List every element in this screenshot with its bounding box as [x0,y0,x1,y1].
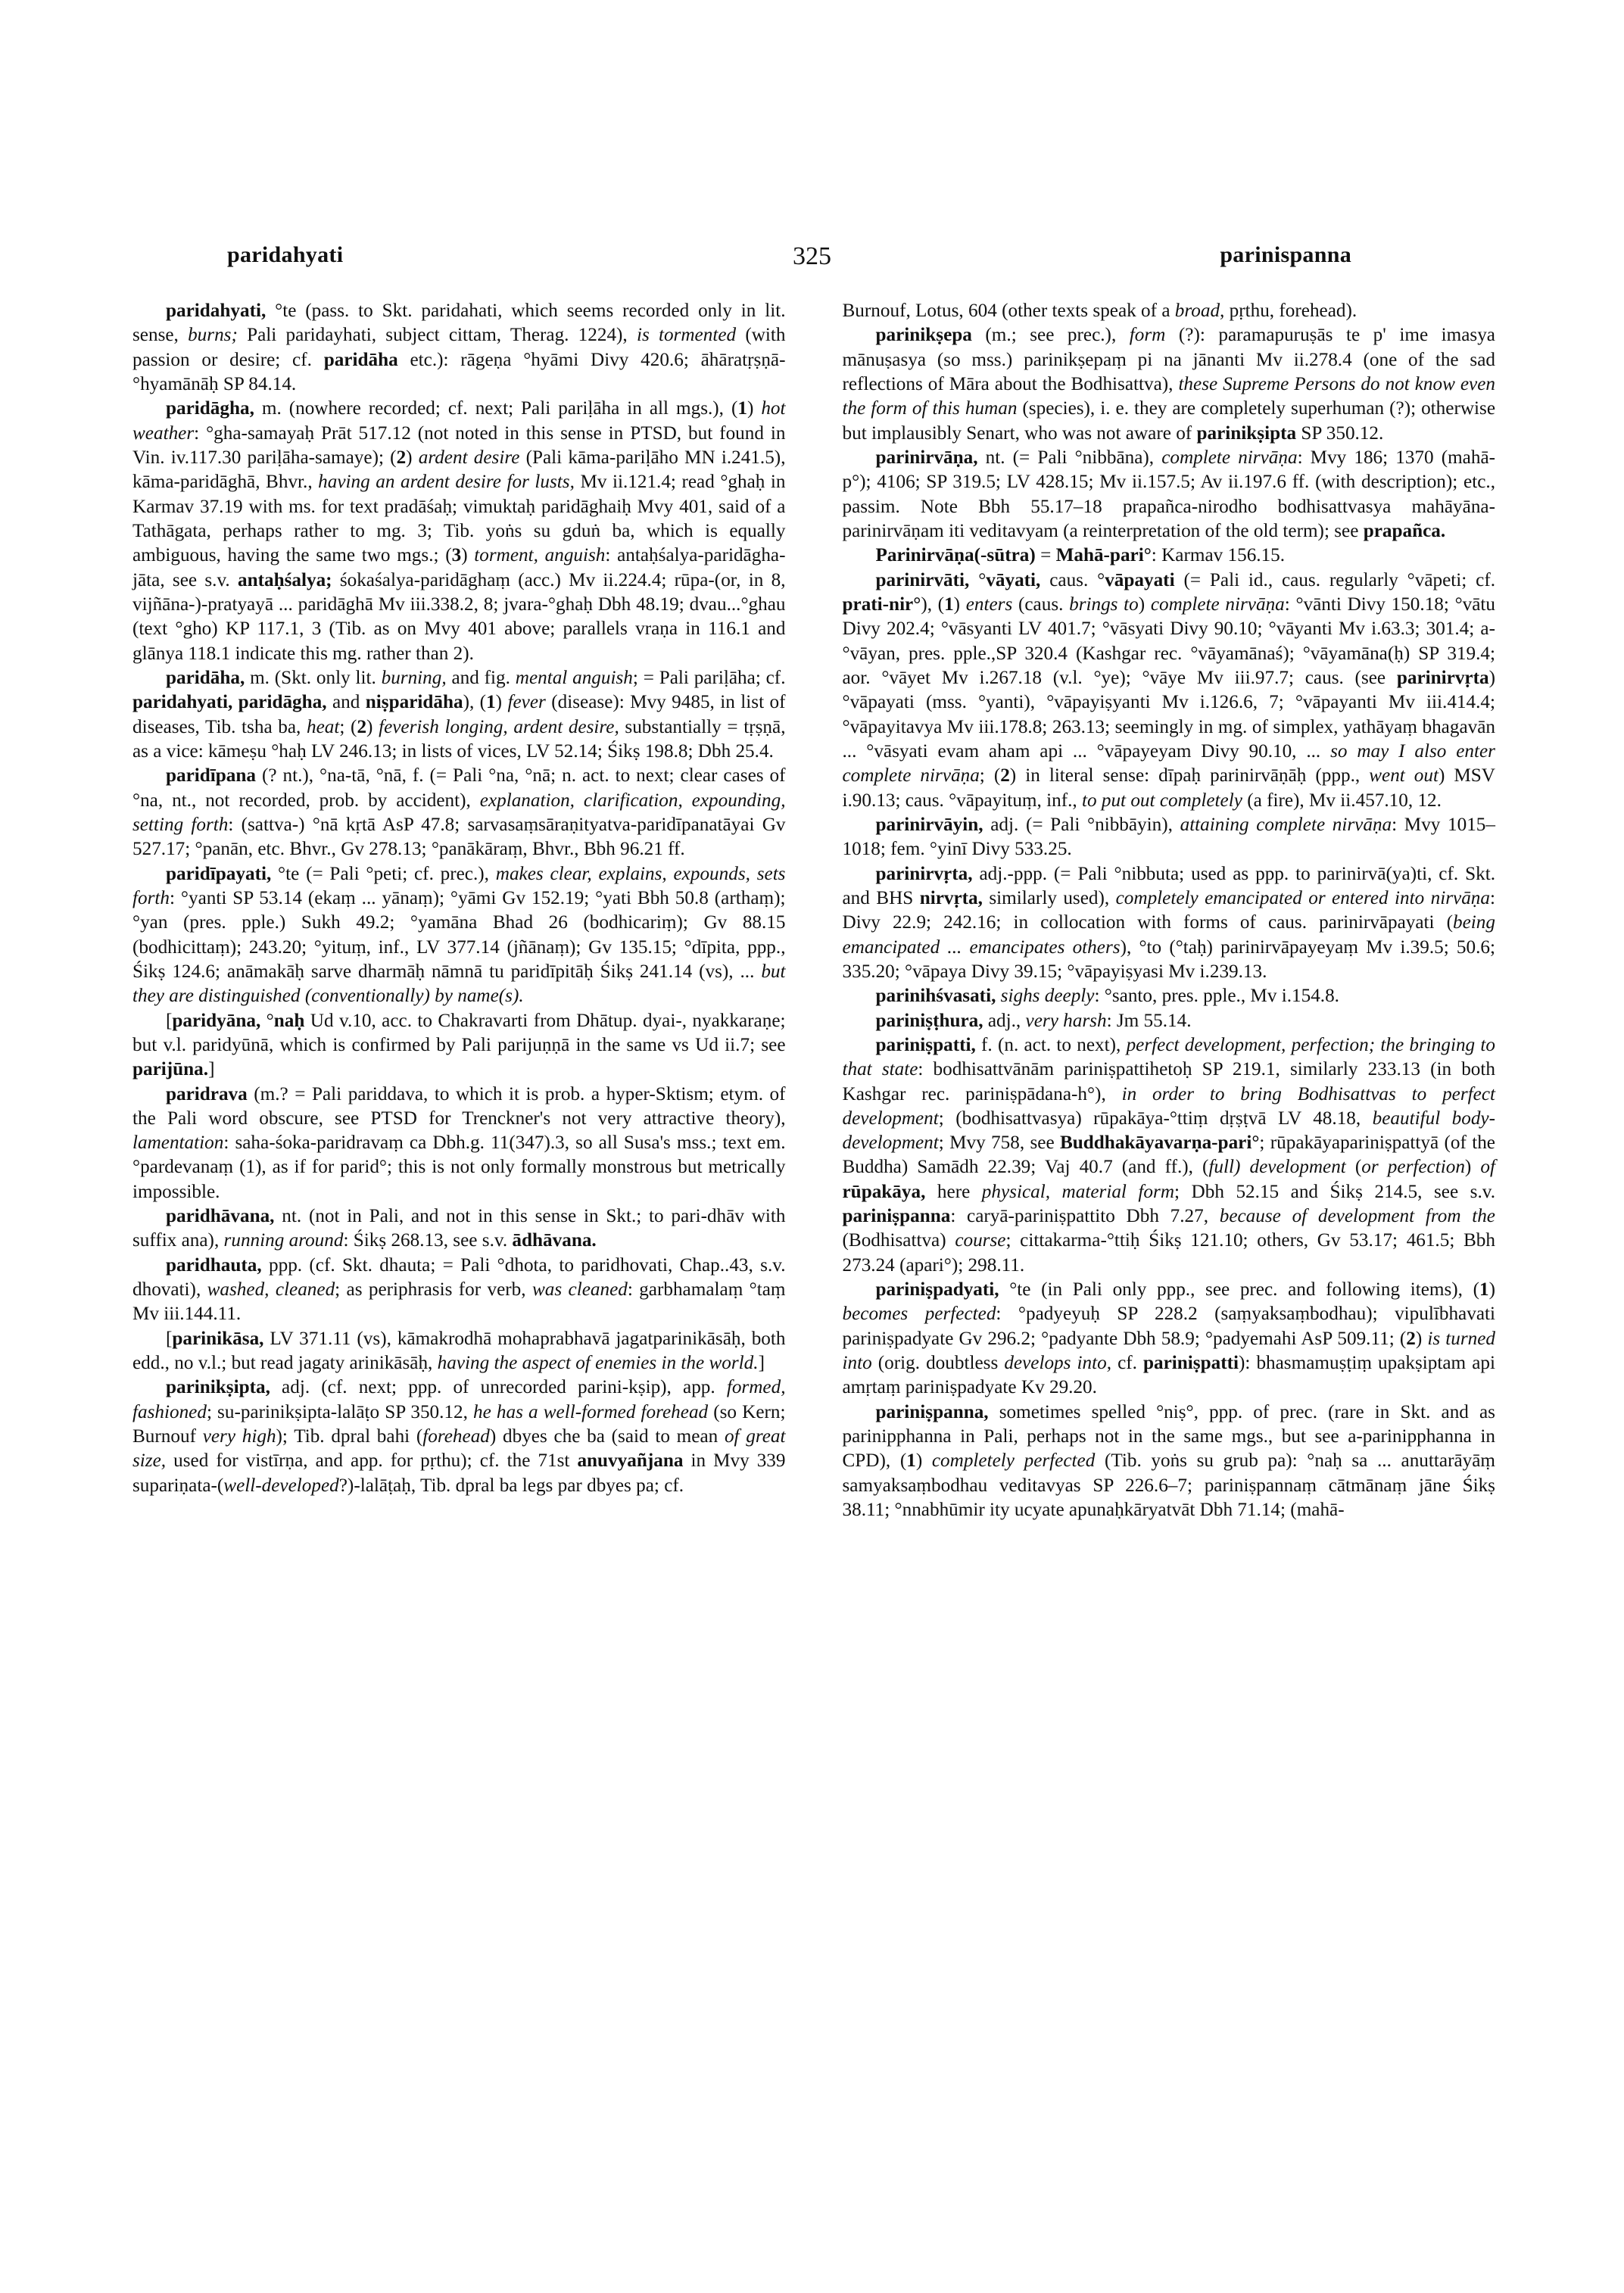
page-header [132,242,1492,277]
dictionary-entry: [paridyāna, °naḥ Ud v.10, acc. to Chakravarti from Dhātup. dyai-, nyakkaraṇe; but v.l. paridyūnā, which is confirmed by Pali parijuṇṇā in the same vs Ud ii.7; see parijūna.] [132,1010,786,1080]
dictionary-entry: paridīpayati, °te (= Pali °peti; cf. prec.), makes clear, explains, expounds, sets forth: °yanti SP 53.14 (ekaṃ ... yānaṃ); °yāmi Gv 152.19; °yati Bbh 50.8 (arthaṃ); °yan (pres. pple.) Sukh 49.2; °yamāna Bhad 26 (bodhicariṃ); Gv 88.15 (bodhicittaṃ); 243.20; °yituṃ, inf., LV 377.14 (jñānaṃ); Gv 135.15; °dīpita, ppp., Śikṣ 124.6; anāmakāḥ sarve dharmāḥ nāmnā tu paridīpitāḥ Śikṣ 241.14 (vs), ... but they are distinguished (conventionally) by name(s). [132,863,786,1007]
text-columns [132,299,1495,2202]
dictionary-entry: paridāha, m. (Skt. only lit. burning, and fig. mental anguish; = Pali pariḷāha; cf. paridahyati, paridāgha, and niṣparidāha), (1) fever (disease): Mvy 9485, in list of diseases, Tib. tsha ba, heat; (2) feverish longing, ardent desire, substantially = tṛṣṇā, as a vice: kāmeṣu °haḥ LV 246.13; in lists of vices, LV 52.14; Śikṣ 198.8; Dbh 25.4. [132,667,786,762]
running-head-right: parinispanna [1220,242,1351,267]
dictionary-entry: pariniṣpanna, sometimes spelled °niṣ°, ppp. of prec. (rare in Skt. and as parinipphanna in Pali, perhaps not in the same mgs., but see a-parinipphanna in CPD), (1) completely perfected (Tib. yoṅs su grub pa): °naḥ sa ... anuttarāyāṃ samyaksaṃbodhau veditavyas SP 226.6–7; pariniṣpannaṃ cātmānaṃ jāne Śikṣ 38.11; °nnabhūmir ity ucyate apunaḥkāryatvāt Dbh 71.14; (mahā- [842,1401,1496,1521]
dictionary-entry: paridhauta, ppp. (cf. Skt. dhauta; = Pali °dhota, to paridhovati, Chap..43, s.v. dhovati), washed, cleaned; as periphrasis for verb, was cleaned: garbhamalaṃ °taṃ Mv iii.144.11. [132,1254,786,1325]
dictionary-entry: pariniṣpatti, f. (n. act. to next), perfect development, perfection; the bringing to that state: bodhisattvānām pariniṣpattihetoḥ SP 219.1, similarly 233.13 (in both Kashgar rec. pariniṣpādana-h°), in order to bring Bodhisattvas to perfect development; (bodhisattvasya) rūpakāya-°ttiṃ dṛṣṭvā LV 48.18, beautiful body-development; Mvy 758, see Buddhakāyavarṇa-pari°; rūpakāyapariniṣpattyā (of the Buddha) Samādh 22.39; Vaj 40.7 (and ff.), (full) development (or perfection) of rūpakāya, here physical, material form; Dbh 52.15 and Śikṣ 214.5, see s.v. pariniṣpanna: caryā-pariniṣpattito Dbh 7.27, because of development from the (Bodhisattva) course; cittakarma-°ttiḥ Śikṣ 121.10; others, Gv 53.17; 461.5; Bbh 273.24 (apari°); 298.11. [842,1034,1496,1276]
dictionary-entry: Burnouf, Lotus, 604 (other texts speak of a broad, pṛthu, forehead). [842,301,1357,321]
dictionary-entry: parinirvāyin, adj. (= Pali °nibbāyin), attaining complete nirvāṇa: Mvy 1015–1018; fem. °yinī Divy 533.25. [842,814,1495,860]
dictionary-entry: [parinikāsa, LV 371.11 (vs), kāmakrodhā mohaprabhavā jagatparinikāsāḥ, both edd., no v.l.; but read jagaty arinikāsāḥ, having the aspect of enemies in the world.] [132,1328,786,1374]
column-right [843,299,1496,2202]
dictionary-entry: parinikṣipta, adj. (cf. next; ppp. of unrecorded parini-kṣip), app. formed, fashioned; su-parinikṣipta-lalāṭo SP 350.12, he has a well-formed forehead (so Kern; Burnouf very high); Tib. dpral bahi (forehead) dbyes che ba (said to mean of great size, used for vistīrṇa, and app. for pṛthu); cf. the 71st anuvyañjana in Mvy 339 supariṇata-(well-developed?)-lalāṭaḥ, Tib. dpral ba legs par dbyes pa; cf. [132,1377,786,1496]
dictionary-entry: pariniṣṭhura, adj., very harsh: Jm 55.14. [875,1010,1192,1031]
dictionary-entry: parinirvāṇa, nt. (= Pali °nibbāna), complete nirvāṇa: Mvy 186; 1370 (mahā-p°); 4106; SP 319.5; LV 428.15; Mv ii.157.5; Av ii.197.6 ff. (with description); etc., passim. Note Bbh 55.17–18 prapañca-nirodho bodhisattvasya mahāyāna-parinirvāṇam iti veditavyam (a reinterpretation of the old term); see prapañca. [842,447,1496,541]
column-left [132,299,786,2202]
dictionary-entry: paridāgha, m. (nowhere recorded; cf. next; Pali pariḷāha in all mgs.), (1) hot weather: °gha-samayaḥ Prāt 517.12 (not noted in this sense in PTSD, but found in Vin. iv.117.30 pariḷāha-samaye); (2) ardent desire (Pali kāma-pariḷāho MN i.241.5), kāma-paridāghā, Bhvr., having an ardent desire for lusts, Mv ii.121.4; read °ghaḥ in Karmav 37.19 with ms. for text pradāśaḥ; vimuktaḥ paridāghaiḥ Mvy 401, said of a Tathāgata, perhaps rather to mg. 3; Tib. yoṅs su gduṅ ba, which is equally ambiguous, having the same two mgs.; (3) torment, anguish: antaḥśalya-paridāgha-jāta, see s.v. antaḥśalya; śokaśalya-paridāghaṃ (acc.) Mv ii.224.4; rūpa-(or, in 8, vijñāna-)-pratyayā ... paridāghā Mv iii.338.2, 8; jvara-°ghaḥ Dbh 48.19; dvau...°ghau (text °gho) KP 117.1, 3 (Tib. as on Mvy 401 above; parallels vraṇa in 116.1 and glānya 118.1 indicate this mg. rather than 2). [132,398,786,664]
dictionary-entry: paridīpana (? nt.), °na-tā, °nā, f. (= Pali °na, °nā; n. act. to next; clear cases of °na, nt., not recorded, prob. by accident), explanation, clarification, expounding, setting forth: (sattva-) °nā kṛtā AsP 47.8; sarvasaṃsāraṇityatva-paridīpanatāyai Gv 527.17; °panān, etc. Bhvr., Gv 278.13; °panākāraṃ, Bhvr., Bbh 96.21 ff. [132,765,786,860]
dictionary-entry: Parinirvāṇa(-sūtra) = Mahā-pari°: Karmav 156.15. [875,545,1286,566]
dictionary-entry: parinirvṛta, adj.-ppp. (= Pali °nibbuta; used as ppp. to parinirvā(ya)ti, cf. Skt. and BHS nirvṛta, similarly used), completely emancipated or entered into nirvāṇa: Divy 22.9; 242.16; in collocation with forms of caus. parinirvāpayati (being emancipated ... emancipates others), °to (°taḥ) parinirvāpayeyaṃ Mv i.39.5; 50.6; 335.20; °vāpaya Divy 39.15; °vāpayiṣyasi Mv i.239.13. [842,863,1495,982]
dictionary-entry: pariniṣpadyati, °te (in Pali only ppp., see prec. and following items), (1) becomes perfected: °padyeyuḥ SP 228.2 (saṃyaksaṃbodhau); vipulībhavati pariniṣpadyate Gv 296.2; °padyante Dbh 58.9; °padyemahi AsP 509.11; (2) is turned into (orig. doubtless develops into, cf. pariniṣpatti): bhasmamuṣṭiṃ upakṣiptam api amṛtaṃ pariniṣpadyate Kv 29.20. [842,1279,1495,1398]
dictionary-entry: parinihśvasati, sighs deeply: °santo, pres. pple., Mv i.154.8. [875,986,1339,1007]
dictionary-entry: paridrava (m.? = Pali pariddava, to which it is prob. a hyper-Sktism; etym. of the Pali word obscure, see PTSD for Trenckner's not very attractive theory), lamentation: saha-śoka-paridravaṃ ca Dbh.g. 11(347).3, so all Susa's mss.; text em. °pardevanaṃ (1), as if for parid°; this is not only formally monstrous but metrically impossible. [132,1083,786,1202]
dictionary-entry: parinirvāti, °vāyati, caus. °vāpayati (= Pali id., caus. regularly °vāpeti; cf. prati-nir°), (1) enters (caus. brings to) complete nirvāṇa: °vānti Divy 150.18; °vātu Divy 202.4; °vāsyanti LV 401.7; °vāsyati Divy 90.10; °vāyanti Mv i.63.3; 301.4; a-°vāyan, pres. pple.,SP 320.4 (Kashgar rec. °vāyamānaś); °vāyamāna(ḥ) SP 319.4; aor. °vāyet Mv i.267.18 (v.l. °ye); °vāye Mv iii.97.7; caus. (see parinirvṛta) °vāpayati (mss. °yanti), °vāpayiṣyanti Mv i.126.6, 7; °vāpayanti Mv iii.414.4; °vāpayitavya Mv iii.178.8; 263.13; seemingly in mg. of simplex, yathāyaṃ bhagavān ... °vāsyati evam aham api ... °vāpayeyam Divy 90.10, ... so may I also enter complete nirvāṇa; (2) in literal sense: dīpaḥ parinirvāṇāḥ (ppp., went out) MSV i.90.13; caus. °vāpayituṃ, inf., to put out completely (a fire), Mv ii.457.10, 12. [842,569,1496,811]
running-head-left: paridahyati [227,242,344,267]
dictionary-entry: paridahyati, °te (pass. to Skt. paridahati, which seems recorded only in lit. sense, burns; Pali paridayhati, subject cittam, Therag. 1224), is tormented (with passion or desire; cf. paridāha etc.): rāgeṇa °hyāmi Divy 420.6; āhāratṛṣṇā-°hyamānāḥ SP 84.14. [132,301,786,394]
dictionary-entry: parinikṣepa (m.; see prec.), form (?): paramapuruṣās te p' ime imasya mānuṣasya (so mss.) parinikṣepaṃ pi na jānanti Mv ii.278.4 (one of the sad reflections of Māra about the Bodhisattva), these Supreme Persons do not know even the form of this human (species), i. e. they are completely superhuman (?); otherwise but implausibly Senart, who was not aware of parinikṣipta SP 350.12. [842,325,1496,444]
dictionary-entry: paridhāvana, nt. (not in Pali, and not in this sense in Skt.; to pari-dhāv with suffix ana), running around: Śikṣ 268.13, see s.v. ādhāvana. [132,1206,786,1251]
page-number: 325 [793,242,831,270]
